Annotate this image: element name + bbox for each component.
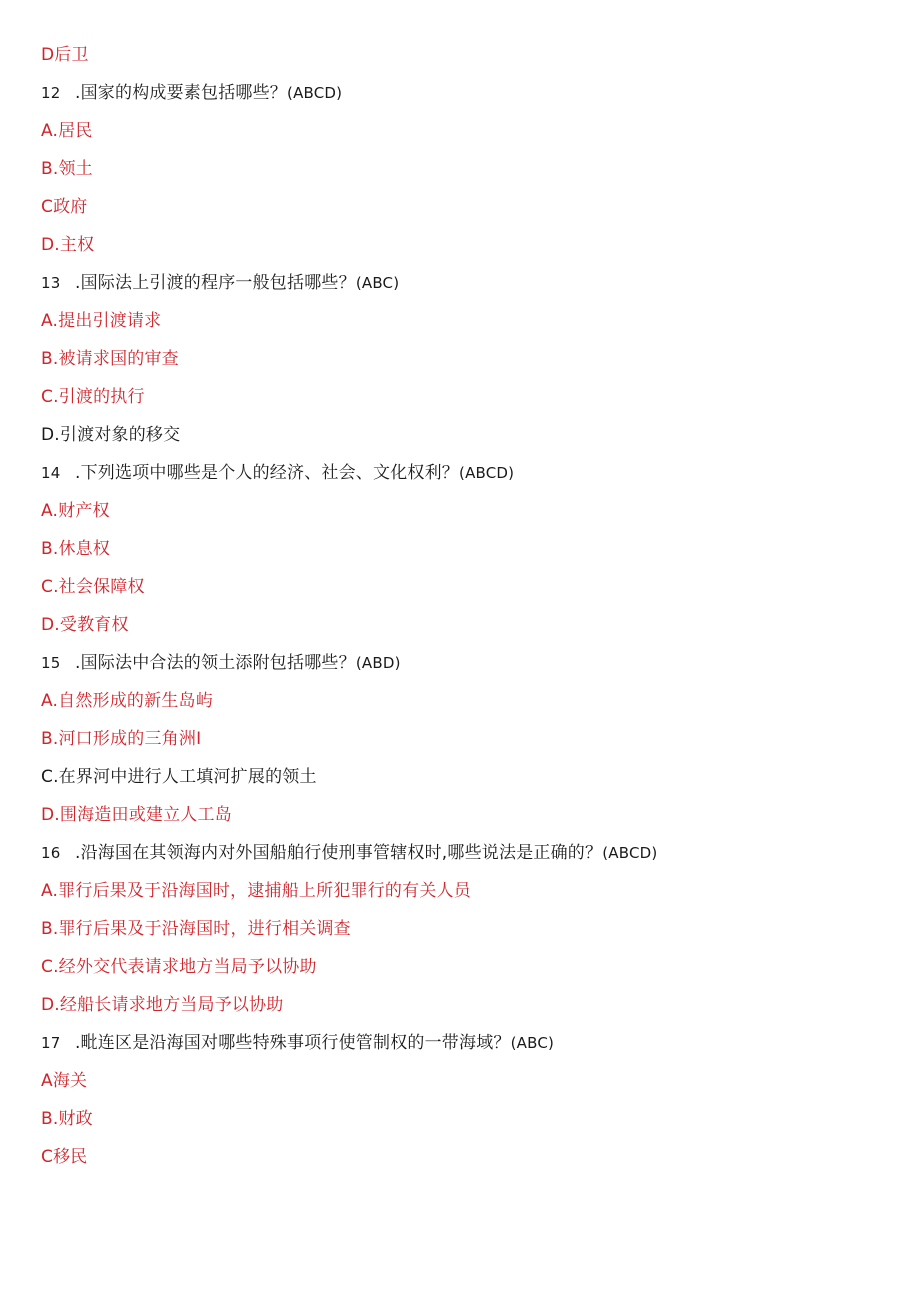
option-line: B.财政 [41, 1109, 93, 1129]
question-line [41, 74, 881, 112]
option-line: B.休息权 [41, 539, 111, 559]
question-line [41, 644, 881, 682]
option-line: B.被请求国的审查 [41, 349, 179, 369]
option-line: A.财产权 [41, 501, 110, 521]
question-text: .毗连区是沿海国对哪些特殊事项行使管制权的一带海域？ [75, 1033, 511, 1053]
document-page [41, 36, 881, 1176]
question-line [41, 834, 881, 872]
question-text: .下列选项中哪些是个人的经济、社会、文化权利？ [75, 463, 460, 483]
question-answer: (ABCD) [602, 844, 658, 862]
option-line: B.罪行后果及于沿海国时，进行相关调查 [41, 919, 351, 939]
option-line: D.主权 [41, 235, 95, 255]
option-line: A.居民 [41, 121, 93, 141]
option-line: C.经外交代表请求地方当局予以协助 [41, 957, 317, 977]
option-line: C政府 [41, 197, 88, 217]
option-line: C.在界河中进行人工填河扩展的领土 [41, 767, 317, 787]
option-line: B.河口形成的三角洲I [41, 729, 202, 749]
question-text: .国家的构成要素包括哪些？ [75, 83, 288, 103]
question-answer: (ABD) [355, 654, 401, 672]
option-line: D.经船长请求地方当局予以协助 [41, 995, 284, 1015]
option-line: B.领土 [41, 159, 93, 179]
option-line: D.围海造田或建立人工岛 [41, 805, 232, 825]
option-line: A.自然形成的新生岛屿 [41, 691, 213, 711]
option-line: C.社会保障权 [41, 577, 145, 597]
option-line: D.引渡对象的移交 [41, 425, 181, 445]
question-answer: (ABCD) [287, 84, 343, 102]
question-number: 13 [41, 274, 61, 292]
question-text: .国际法中合法的领土添附包括哪些？ [75, 653, 356, 673]
option-line: C.引渡的执行 [41, 387, 145, 407]
question-number: 17 [41, 1034, 61, 1052]
question-number: 16 [41, 844, 61, 862]
question-number: 12 [41, 84, 61, 102]
question-answer: (ABC) [510, 1034, 555, 1052]
option-line: D后卫 [41, 45, 89, 65]
question-number: 15 [41, 654, 61, 672]
question-number: 14 [41, 464, 61, 482]
option-line: A.提出引渡请求 [41, 311, 162, 331]
question-line [41, 1024, 881, 1062]
question-answer: (ABC) [355, 274, 400, 292]
option-line: A.罪行后果及于沿海国时，逮捕船上所犯罪行的有关人员 [41, 881, 471, 901]
option-line: D.受教育权 [41, 615, 129, 635]
option-line: C移民 [41, 1147, 88, 1167]
question-answer: (ABCD) [459, 464, 515, 482]
question-line [41, 264, 881, 302]
question-line [41, 454, 881, 492]
option-line: A海关 [41, 1071, 88, 1091]
question-text: .沿海国在其领海内对外国船舶行使刑事管辖权时,哪些说法是正确的？ [75, 843, 603, 863]
question-text: .国际法上引渡的程序一般包括哪些？ [75, 273, 356, 293]
